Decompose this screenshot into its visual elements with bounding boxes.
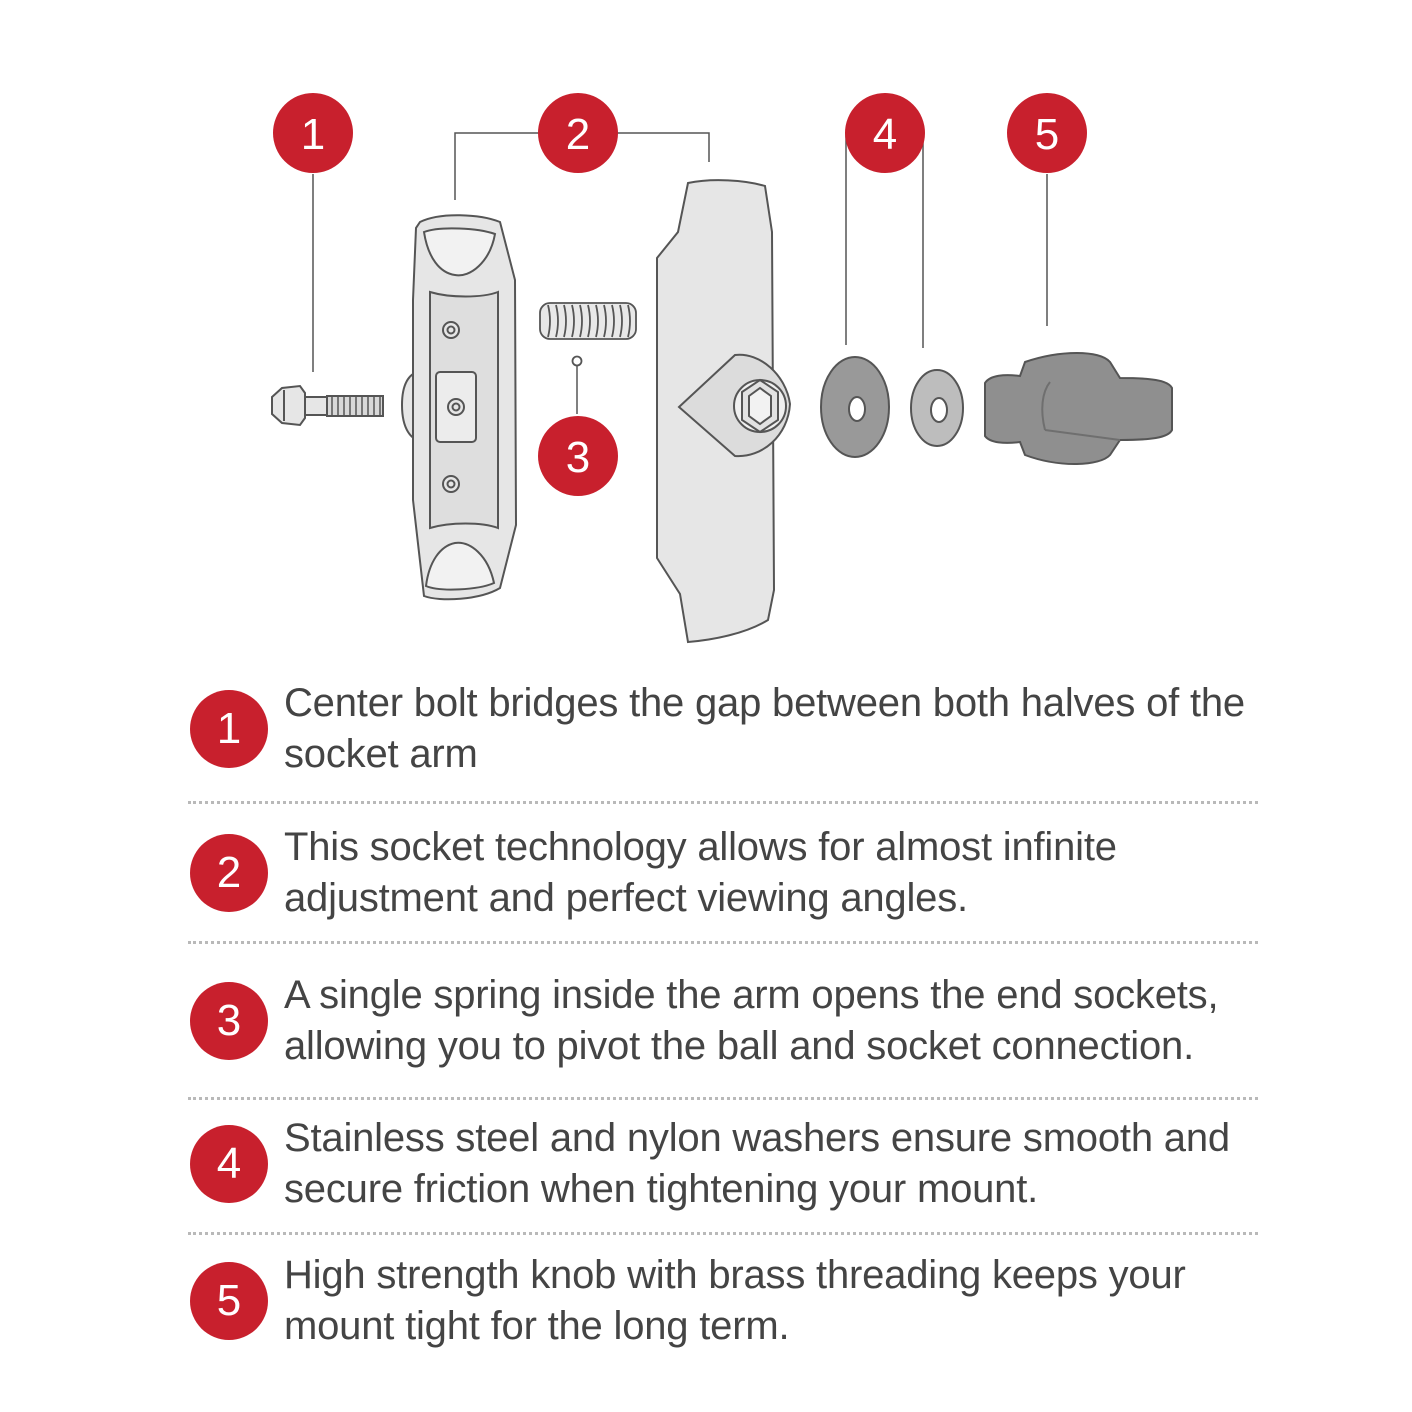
callout-badge-4 — [845, 93, 925, 173]
callout-badge-3 — [538, 416, 618, 496]
legend-item-5 — [188, 1243, 1258, 1371]
callout-badge-2 — [538, 93, 618, 173]
legend-text-5: High strength knob with brass threading keeps your mount tight for the long term. — [284, 1253, 1186, 1348]
svg-text:1: 1 — [300, 110, 326, 159]
legend-text-3: A single spring inside the arm opens the end sockets, allowing you to pivot the ball and socket connection. — [284, 972, 1219, 1068]
legend-badge-2: 2 — [190, 834, 268, 912]
legend-badge-4: 4 — [190, 1125, 268, 1203]
svg-text:5: 5 — [1034, 110, 1060, 159]
legend-item-2 — [188, 816, 1258, 944]
svg-text:2: 2 — [565, 110, 591, 159]
svg-text:4: 4 — [872, 110, 898, 159]
knob-part — [985, 353, 1172, 464]
legend-item-1 — [188, 668, 1258, 804]
legend-badge-1: 1 — [190, 690, 268, 768]
legend-item-3 — [188, 956, 1258, 1100]
legend-text-4: Stainless steel and nylon washers ensure smooth and secure friction when tightening your mount. — [284, 1116, 1230, 1211]
center-bolt-part — [272, 386, 383, 425]
spring-part — [540, 303, 636, 366]
washers-part — [821, 357, 963, 457]
socket-arm-front-half — [657, 180, 790, 642]
svg-text:3: 3 — [565, 433, 591, 482]
legend-badge-3: 3 — [190, 982, 268, 1060]
socket-arm-back-half — [402, 215, 516, 599]
legend-text-1: Center bolt bridges the gap between both halves of the socket arm — [284, 680, 1245, 776]
legend-text-2: This socket technology allows for almost infinite adjustment and perfect viewing angles. — [284, 824, 1117, 920]
parts-legend — [188, 668, 1258, 1371]
legend-item-4 — [188, 1108, 1258, 1235]
exploded-parts-diagram — [0, 0, 1412, 660]
callout-badge-5 — [1007, 93, 1087, 173]
callout-badge-1 — [273, 93, 353, 173]
legend-badge-5: 5 — [190, 1262, 268, 1340]
